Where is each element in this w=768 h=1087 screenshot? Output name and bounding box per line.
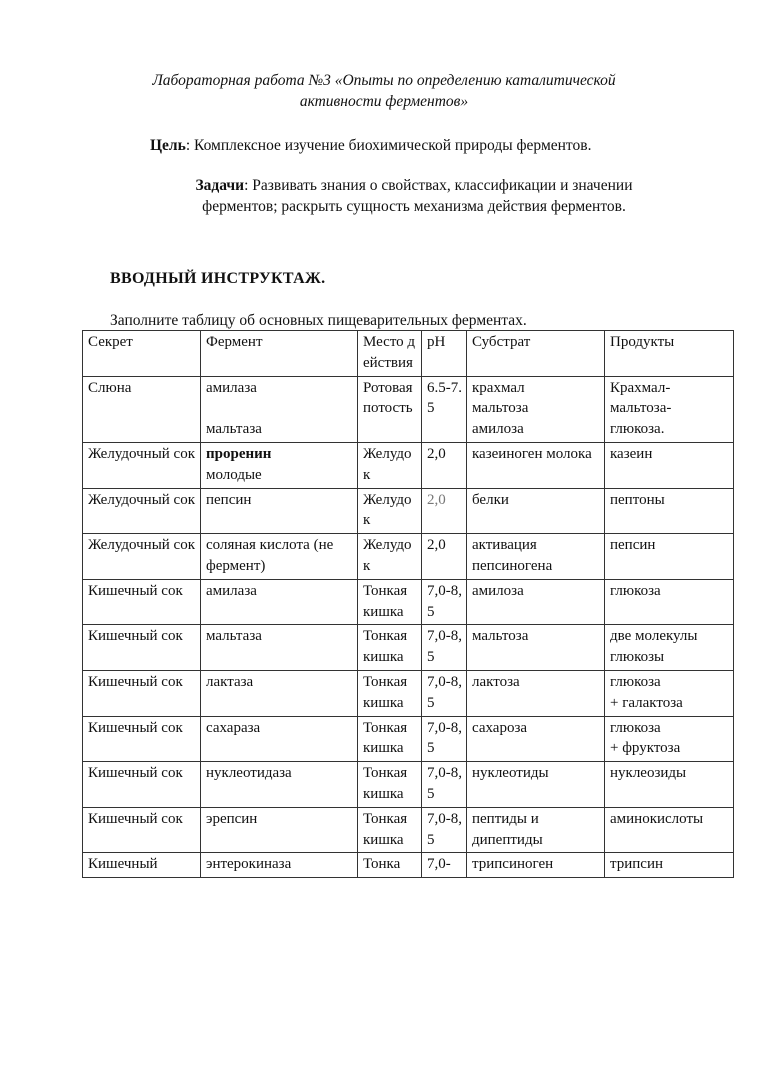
header-substrate: Субстрат <box>467 331 605 377</box>
cell-secret: Желудочный сок <box>83 488 201 534</box>
cell-substrate: нуклеотиды <box>467 762 605 808</box>
tasks-line-2: ферментов; раскрыть сущность механизма действия ферментов. <box>202 198 626 215</box>
cell-ph: 7,0-8,5 <box>422 762 467 808</box>
cell-enzyme-line: амилаза <box>206 379 257 396</box>
cell-products: две молекулы глюкозы <box>605 625 734 671</box>
cell-enzyme: эрепсин <box>201 807 358 853</box>
title-line-2: активности ферментов» <box>299 93 469 110</box>
tasks-paragraph <box>110 175 718 217</box>
cell-products-line: глюкоза <box>610 673 661 690</box>
cell-place: Тонкая кишка <box>358 716 422 762</box>
cell-place: Желудок <box>358 488 422 534</box>
cell-substrate-line: мальтоза <box>472 400 529 417</box>
cell-substrate: сахароза <box>467 716 605 762</box>
cell-ph: 7,0- <box>422 853 467 878</box>
table-row <box>83 670 734 716</box>
header-place: Место действия <box>358 331 422 377</box>
section-heading: ВВОДНЫЙ ИНСТРУКТАЖ. <box>110 270 326 287</box>
cell-enzyme: мальтаза <box>201 625 358 671</box>
cell-products <box>605 670 734 716</box>
title-line-1: Лабораторная работа №3 «Опыты по определению каталитической <box>152 72 616 89</box>
cell-secret: Кишечный сок <box>83 579 201 625</box>
cell-secret: Желудочный сок <box>83 442 201 488</box>
cell-substrate <box>467 376 605 442</box>
cell-ph: 7,0-8,5 <box>422 670 467 716</box>
table-row <box>83 807 734 853</box>
cell-products-line: Крахмал- <box>610 379 671 396</box>
cell-substrate-line: амилоза <box>472 421 524 438</box>
cell-ph: 2,0 <box>422 442 467 488</box>
cell-place: Тонкая кишка <box>358 762 422 808</box>
cell-secret: Кишечный сок <box>83 716 201 762</box>
cell-ph: 7,0-8,5 <box>422 579 467 625</box>
cell-products: глюкоза <box>605 579 734 625</box>
cell-substrate: белки <box>467 488 605 534</box>
cell-place: Тонкая кишка <box>358 807 422 853</box>
cell-products <box>605 716 734 762</box>
cell-place: Желудок <box>358 442 422 488</box>
table-row <box>83 853 734 878</box>
cell-products: пепсин <box>605 534 734 580</box>
cell-enzyme: сахараза <box>201 716 358 762</box>
table-row <box>83 625 734 671</box>
cell-products-line: + галактоза <box>610 694 683 711</box>
cell-substrate: мальтоза <box>467 625 605 671</box>
cell-products: казеин <box>605 442 734 488</box>
cell-substrate: казеиноген молока <box>467 442 605 488</box>
cell-substrate-line: крахмал <box>472 379 525 396</box>
cell-products <box>605 376 734 442</box>
cell-place: Ротовая потость <box>358 376 422 442</box>
cell-enzyme-line: мальтаза <box>206 421 262 438</box>
table-row <box>83 376 734 442</box>
table-row <box>83 762 734 808</box>
cell-substrate: активация пепсиногена <box>467 534 605 580</box>
cell-enzyme-line: молодые <box>206 466 262 483</box>
table-header-row <box>83 331 734 377</box>
cell-secret: Кишечный <box>83 853 201 878</box>
cell-enzyme: соляная кислота (не фермент) <box>201 534 358 580</box>
header-products: Продукты <box>605 331 734 377</box>
cell-enzyme-line: проренин <box>206 445 272 462</box>
table-instruction: Заполните таблицу об основных пищеварительных ферментах. <box>110 312 527 329</box>
cell-place: Тонкая кишка <box>358 579 422 625</box>
cell-ph: 7,0-8,5 <box>422 625 467 671</box>
cell-secret: Слюна <box>83 376 201 442</box>
cell-enzyme: энтерокиназа <box>201 853 358 878</box>
cell-ph: 2,0 <box>422 488 467 534</box>
cell-place: Желудок <box>358 534 422 580</box>
cell-ph: 7,0-8,5 <box>422 807 467 853</box>
cell-products-line: глюкоза <box>610 719 661 736</box>
cell-products: пептоны <box>605 488 734 534</box>
goal-paragraph <box>150 135 690 156</box>
header-secret: Секрет <box>83 331 201 377</box>
cell-enzyme <box>201 442 358 488</box>
cell-products-line: + фруктоза <box>610 740 681 757</box>
cell-products: трипсин <box>605 853 734 878</box>
tasks-label: Задачи <box>195 177 245 194</box>
cell-enzyme: пепсин <box>201 488 358 534</box>
header-enzyme: Фермент <box>201 331 358 377</box>
cell-enzyme <box>201 376 358 442</box>
cell-place: Тонка <box>358 853 422 878</box>
cell-secret: Кишечный сок <box>83 807 201 853</box>
cell-products-line: глюкоза. <box>610 421 665 438</box>
cell-ph: 6.5-7.5 <box>422 376 467 442</box>
table-row <box>83 716 734 762</box>
cell-products: нуклеозиды <box>605 762 734 808</box>
cell-secret: Кишечный сок <box>83 762 201 808</box>
document-title <box>110 70 658 112</box>
table-row <box>83 488 734 534</box>
cell-enzyme: нуклеотидаза <box>201 762 358 808</box>
cell-ph: 2,0 <box>422 534 467 580</box>
cell-place: Тонкая кишка <box>358 625 422 671</box>
cell-products: аминокислоты <box>605 807 734 853</box>
goal-text: : Комплексное изучение биохимической природы ферментов. <box>185 137 592 154</box>
cell-products-line: мальтоза- <box>610 400 672 417</box>
cell-enzyme: лактаза <box>201 670 358 716</box>
cell-place: Тонкая кишка <box>358 670 422 716</box>
cell-substrate: пептиды и дипептиды <box>467 807 605 853</box>
table-row <box>83 442 734 488</box>
cell-secret: Желудочный сок <box>83 534 201 580</box>
header-ph: pH <box>422 331 467 377</box>
tasks-line-1: : Развивать знания о свойствах, классификации и значении <box>244 177 633 194</box>
cell-substrate: трипсиноген <box>467 853 605 878</box>
cell-substrate: лактоза <box>467 670 605 716</box>
table-row <box>83 579 734 625</box>
enzymes-table <box>82 330 734 878</box>
cell-secret: Кишечный сок <box>83 670 201 716</box>
cell-secret: Кишечный сок <box>83 625 201 671</box>
cell-ph: 7,0-8,5 <box>422 716 467 762</box>
cell-substrate: амилоза <box>467 579 605 625</box>
goal-label: Цель <box>150 137 186 154</box>
cell-enzyme: амилаза <box>201 579 358 625</box>
table-row <box>83 534 734 580</box>
